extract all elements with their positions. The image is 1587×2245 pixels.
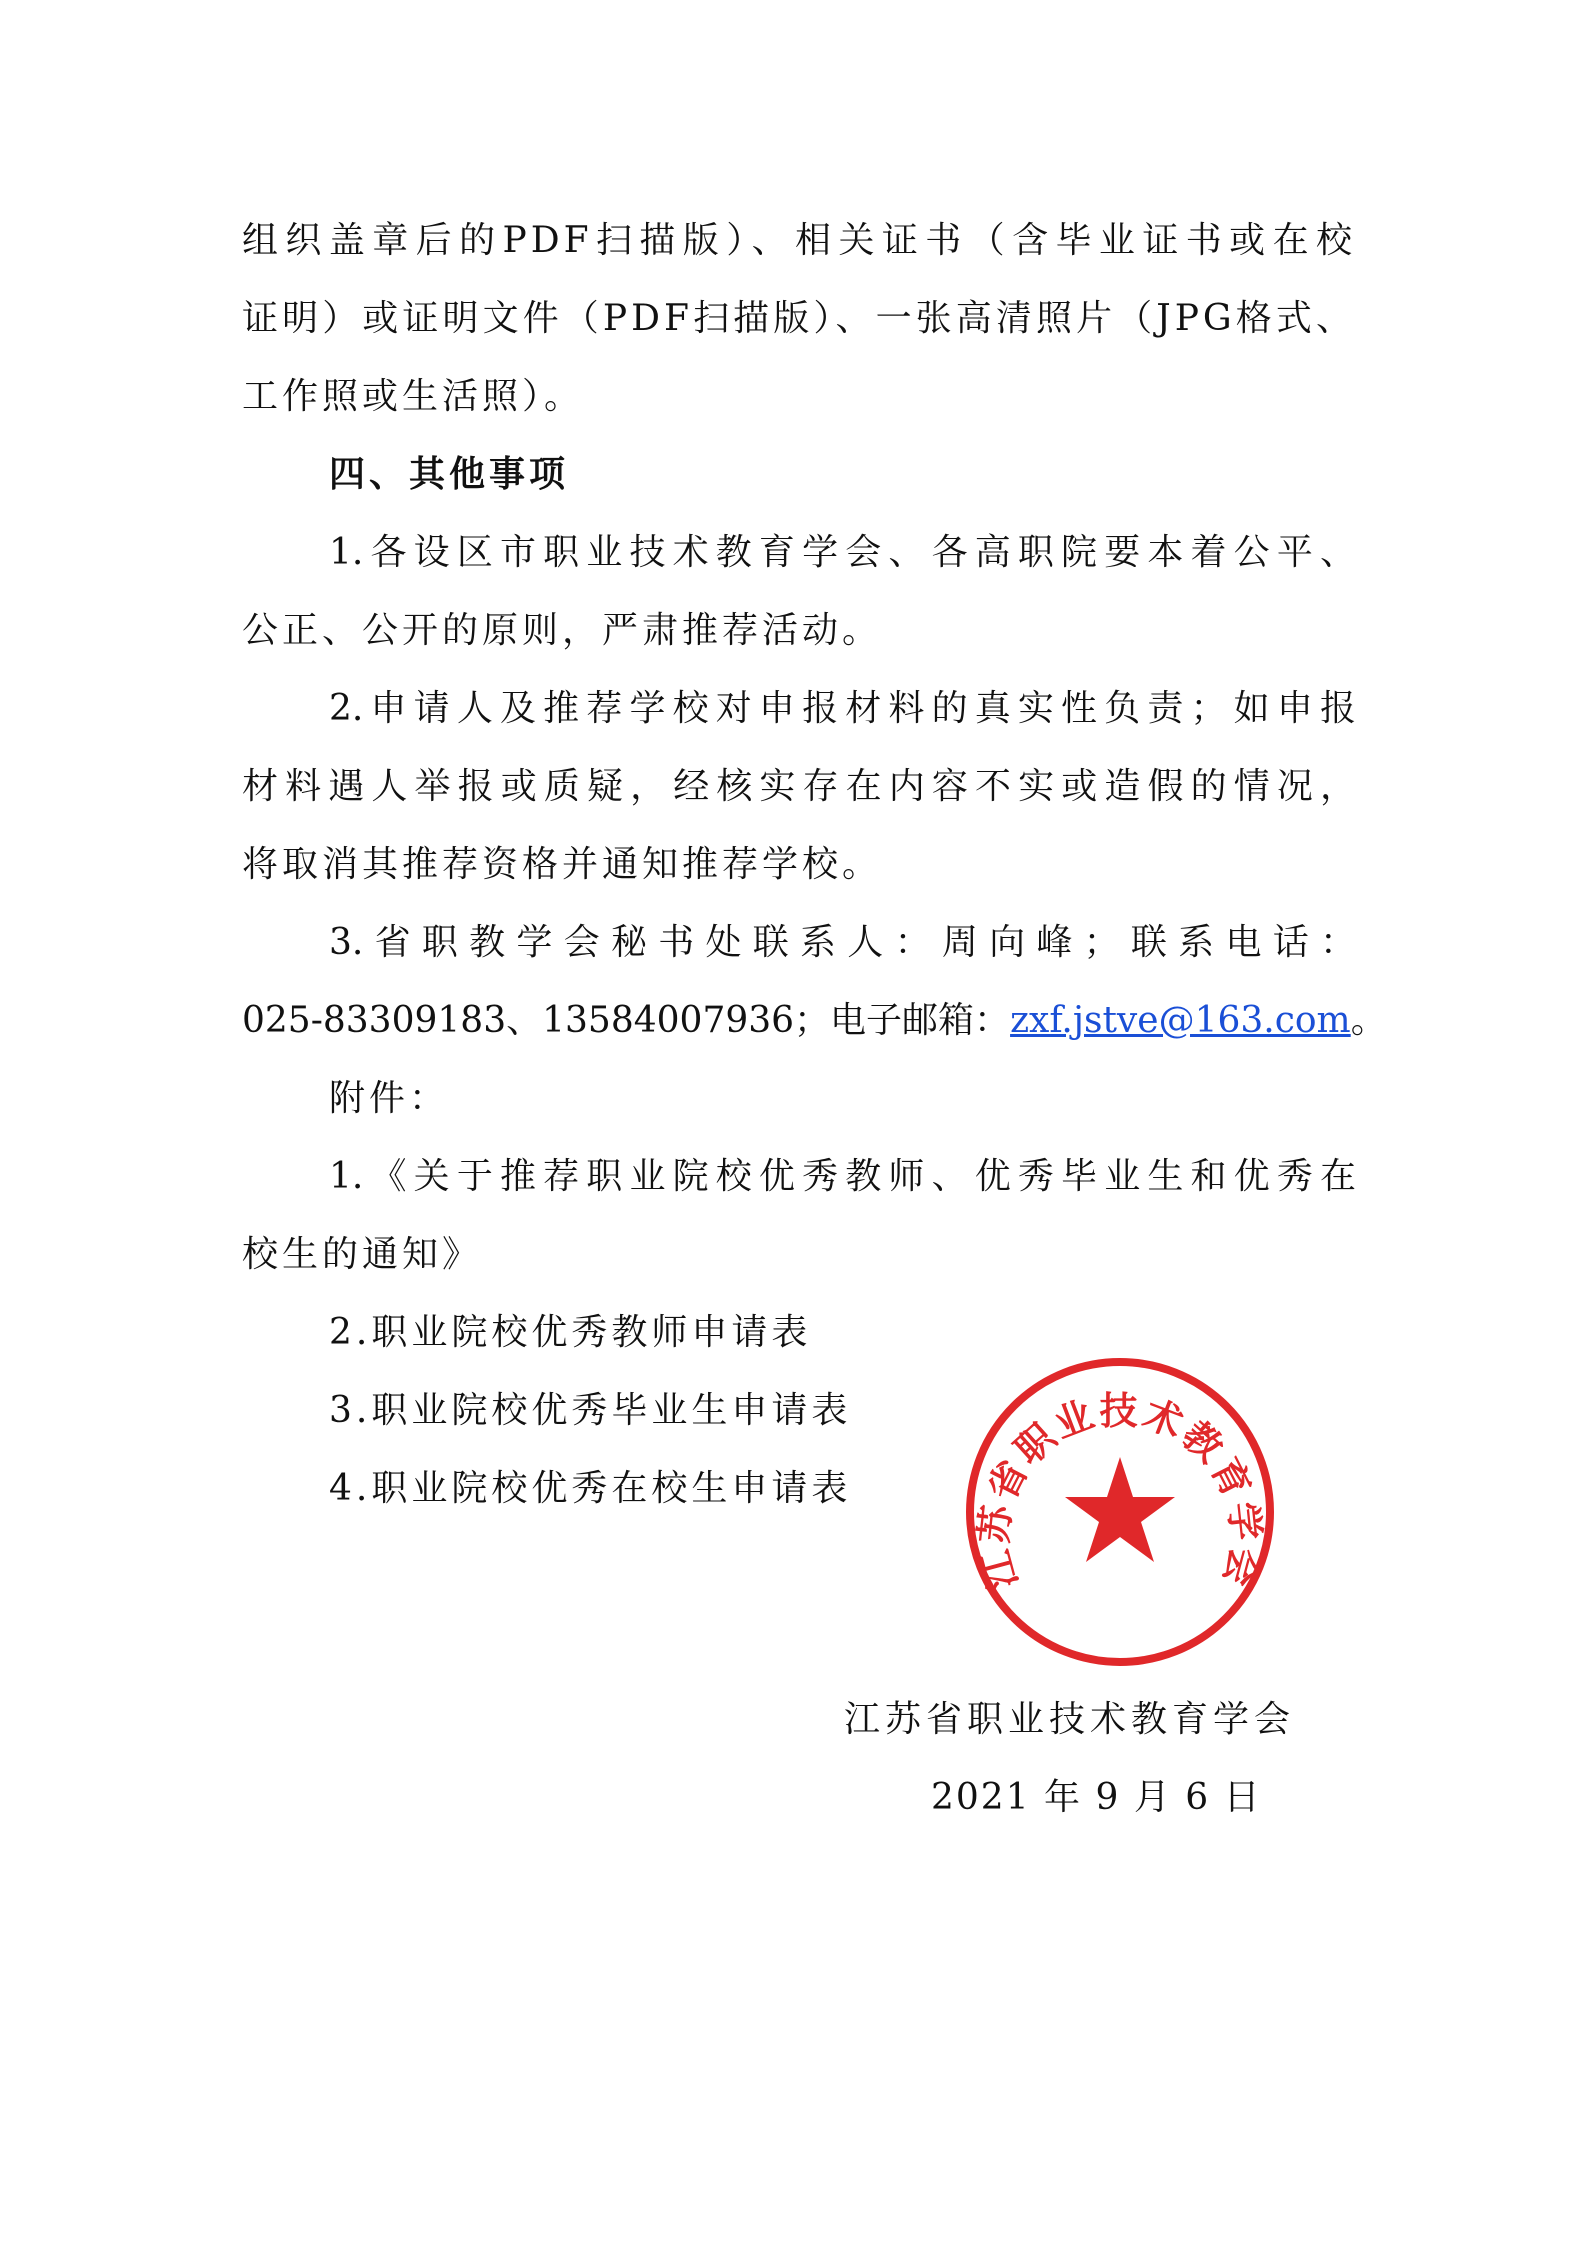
- attachments-label: 附件：: [329, 1078, 450, 1119]
- attachment-item: 4.职业院校优秀在校生申请表: [329, 1468, 852, 1509]
- item-line: 将取消其推荐资格并通知推荐学校。: [242, 844, 883, 885]
- section-heading: 四、其他事项: [329, 454, 570, 495]
- email-link[interactable]: zxf.jstve@163.com: [1010, 1000, 1351, 1041]
- body-line: 工作照或生活照）。: [242, 376, 585, 417]
- signature-organization: 江苏省职业技术教育学会: [844, 1699, 1296, 1740]
- item-line: 3.省职教学会秘书处联系人：周向峰；联系电话：: [329, 922, 1356, 963]
- attachment-item: 1.《关于推荐职业院校优秀教师、优秀毕业生和优秀在: [329, 1156, 1356, 1197]
- signature-date: 2021 年 9 月 6 日: [931, 1777, 1262, 1818]
- official-seal-stamp: [960, 1352, 1280, 1672]
- item-line: 2.申请人及推荐学校对申报材料的真实性负责；如申报: [329, 688, 1356, 729]
- item-line: 1.各设区市职业技术教育学会、各高职院要本着公平、: [329, 532, 1356, 573]
- attachment-item: 3.职业院校优秀毕业生申请表: [329, 1390, 852, 1431]
- attachment-item: 2.职业院校优秀教师申请表: [329, 1312, 812, 1353]
- attachment-item: 校生的通知》: [242, 1234, 483, 1275]
- item-line: 材料遇人举报或质疑，经核实存在内容不实或造假的情况，: [242, 766, 1356, 807]
- contact-suffix: 。: [1350, 1000, 1387, 1041]
- body-line: 证明）或证明文件（PDF扫描版）、一张高清照片（JPG格式、: [242, 298, 1356, 339]
- seal-text: 江苏省职业技术教育学会: [971, 1388, 1269, 1594]
- body-line: 组织盖章后的PDF扫描版）、相关证书（含毕业证书或在校: [242, 220, 1356, 261]
- contact-phones: 025-83309183、13584007936；电子邮箱：: [242, 1000, 1011, 1041]
- item-line: 公正、公开的原则，严肃推荐活动。: [242, 610, 883, 651]
- contact-line: [242, 982, 1402, 1060]
- star-icon: [1065, 1457, 1175, 1562]
